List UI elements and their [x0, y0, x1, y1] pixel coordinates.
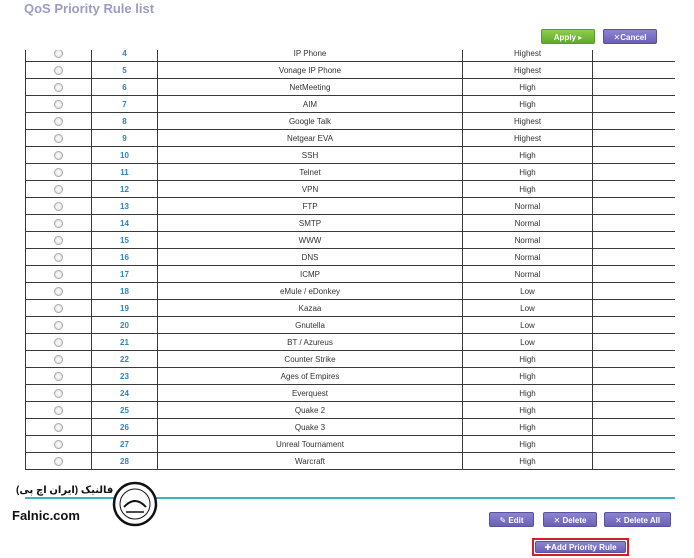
rule-select-cell[interactable]	[26, 368, 92, 385]
rule-select-cell[interactable]	[26, 300, 92, 317]
rule-priority: High	[463, 385, 593, 402]
rule-number: 19	[92, 300, 158, 317]
rules-table-body	[26, 50, 676, 470]
table-row[interactable]	[26, 130, 676, 147]
rule-extra-cell	[593, 164, 676, 181]
rule-number: 5	[92, 62, 158, 79]
rule-name: Vonage IP Phone	[158, 62, 463, 79]
rule-priority: Low	[463, 334, 593, 351]
table-row[interactable]	[26, 164, 676, 181]
rule-name: VPN	[158, 181, 463, 198]
rule-select-radio[interactable]	[54, 287, 63, 296]
rule-name: Gnutella	[158, 317, 463, 334]
table-row[interactable]	[26, 317, 676, 334]
rule-priority: High	[463, 96, 593, 113]
rule-priority: Highest	[463, 130, 593, 147]
rule-select-cell[interactable]	[26, 50, 92, 62]
rule-extra-cell	[593, 283, 676, 300]
table-row[interactable]	[26, 402, 676, 419]
watermark-brand-fa: فالنیک (ایران اچ پی)	[16, 485, 114, 496]
rule-select-cell[interactable]	[26, 147, 92, 164]
rule-name: Warcraft	[158, 453, 463, 470]
rule-select-cell[interactable]	[26, 96, 92, 113]
rule-extra-cell	[593, 300, 676, 317]
rule-number: 6	[92, 79, 158, 96]
rule-priority: Low	[463, 300, 593, 317]
rule-priority: High	[463, 164, 593, 181]
rule-name: NetMeeting	[158, 79, 463, 96]
rule-select-cell[interactable]	[26, 249, 92, 266]
rule-select-cell[interactable]	[26, 351, 92, 368]
page-title: QoS Priority Rule list	[24, 1, 155, 16]
rule-extra-cell	[593, 232, 676, 249]
rule-extra-cell	[593, 147, 676, 164]
rule-number: 22	[92, 351, 158, 368]
rule-select-radio[interactable]	[54, 389, 63, 398]
rule-extra-cell	[593, 317, 676, 334]
table-row[interactable]	[26, 96, 676, 113]
rule-priority: High	[463, 419, 593, 436]
rule-number: 9	[92, 130, 158, 147]
table-row[interactable]	[26, 351, 676, 368]
cancel-button[interactable]: ✕Cancel	[603, 29, 657, 44]
rule-name: Netgear EVA	[158, 130, 463, 147]
rule-priority: Normal	[463, 198, 593, 215]
table-row[interactable]	[26, 79, 676, 96]
watermark-seal-icon	[112, 481, 158, 527]
rule-select-cell[interactable]	[26, 385, 92, 402]
table-row[interactable]	[26, 215, 676, 232]
rule-priority: High	[463, 453, 593, 470]
rule-extra-cell	[593, 130, 676, 147]
rule-extra-cell	[593, 198, 676, 215]
rule-select-radio[interactable]	[54, 236, 63, 245]
rule-name: Quake 3	[158, 419, 463, 436]
table-row[interactable]	[26, 453, 676, 470]
rule-priority: Low	[463, 283, 593, 300]
rule-select-cell[interactable]	[26, 232, 92, 249]
rule-select-radio[interactable]	[54, 50, 63, 58]
rule-number: 14	[92, 215, 158, 232]
rule-number: 18	[92, 283, 158, 300]
delete-all-button[interactable]: ✕ Delete All	[604, 512, 671, 527]
rule-select-radio[interactable]	[54, 117, 63, 126]
rule-number: 8	[92, 113, 158, 130]
rule-number: 28	[92, 453, 158, 470]
rule-extra-cell	[593, 249, 676, 266]
rule-extra-cell	[593, 62, 676, 79]
rule-extra-cell	[593, 385, 676, 402]
rule-extra-cell	[593, 79, 676, 96]
rule-select-cell[interactable]	[26, 419, 92, 436]
rule-extra-cell	[593, 50, 676, 62]
rule-name: Quake 2	[158, 402, 463, 419]
rule-priority: Low	[463, 317, 593, 334]
table-row[interactable]	[26, 113, 676, 130]
rule-select-cell[interactable]	[26, 453, 92, 470]
rule-extra-cell	[593, 181, 676, 198]
rule-extra-cell	[593, 215, 676, 232]
rule-number: 10	[92, 147, 158, 164]
rule-name: FTP	[158, 198, 463, 215]
table-row[interactable]	[26, 368, 676, 385]
rule-select-radio[interactable]	[54, 355, 63, 364]
rule-priority: High	[463, 351, 593, 368]
rule-name: ICMP	[158, 266, 463, 283]
rule-select-radio[interactable]	[54, 168, 63, 177]
table-row[interactable]	[26, 385, 676, 402]
rule-priority: High	[463, 181, 593, 198]
rule-name: Telnet	[158, 164, 463, 181]
rule-select-radio[interactable]	[54, 423, 63, 432]
rule-select-radio[interactable]	[54, 83, 63, 92]
rule-priority: High	[463, 402, 593, 419]
rule-select-cell[interactable]	[26, 215, 92, 232]
rule-select-cell[interactable]	[26, 283, 92, 300]
rule-select-radio[interactable]	[54, 66, 63, 75]
rule-select-radio[interactable]	[54, 372, 63, 381]
table-row[interactable]	[26, 181, 676, 198]
rule-select-radio[interactable]	[54, 151, 63, 160]
rule-select-radio[interactable]	[54, 406, 63, 415]
rule-select-cell[interactable]	[26, 79, 92, 96]
rule-select-cell[interactable]	[26, 402, 92, 419]
edit-button[interactable]: ✎ Edit	[489, 512, 534, 527]
rule-priority: Highest	[463, 50, 593, 62]
rule-select-cell[interactable]	[26, 62, 92, 79]
rule-extra-cell	[593, 113, 676, 130]
rule-extra-cell	[593, 334, 676, 351]
add-priority-rule-button[interactable]: ✚Add Priority Rule	[535, 541, 626, 553]
rule-select-cell[interactable]	[26, 164, 92, 181]
rule-number: 16	[92, 249, 158, 266]
rule-name: DNS	[158, 249, 463, 266]
rule-number: 4	[92, 50, 158, 62]
rule-priority: Highest	[463, 113, 593, 130]
rule-name: Counter Strike	[158, 351, 463, 368]
rule-name: Everquest	[158, 385, 463, 402]
rule-extra-cell	[593, 96, 676, 113]
rule-name: AIM	[158, 96, 463, 113]
rule-select-radio[interactable]	[54, 270, 63, 279]
table-row[interactable]	[26, 300, 676, 317]
rule-extra-cell	[593, 351, 676, 368]
rule-number: 21	[92, 334, 158, 351]
rule-select-cell[interactable]	[26, 130, 92, 147]
rule-priority: High	[463, 368, 593, 385]
table-row[interactable]	[26, 266, 676, 283]
rule-priority: High	[463, 436, 593, 453]
rule-select-radio[interactable]	[54, 440, 63, 449]
rule-select-cell[interactable]	[26, 113, 92, 130]
rules-table-container[interactable]	[25, 50, 675, 496]
rule-number: 24	[92, 385, 158, 402]
table-row[interactable]	[26, 283, 676, 300]
rule-extra-cell	[593, 419, 676, 436]
rule-select-radio[interactable]	[54, 134, 63, 143]
rule-priority: Normal	[463, 249, 593, 266]
rule-priority: Normal	[463, 266, 593, 283]
watermark	[4, 481, 164, 531]
rule-number: 26	[92, 419, 158, 436]
rule-priority: High	[463, 147, 593, 164]
rule-select-cell[interactable]	[26, 334, 92, 351]
rule-name: IP Phone	[158, 50, 463, 62]
rule-number: 12	[92, 181, 158, 198]
rule-select-cell[interactable]	[26, 436, 92, 453]
rule-select-cell[interactable]	[26, 181, 92, 198]
table-row[interactable]	[26, 147, 676, 164]
rule-extra-cell	[593, 436, 676, 453]
table-row[interactable]	[26, 50, 676, 62]
rule-extra-cell	[593, 402, 676, 419]
rule-select-radio[interactable]	[54, 219, 63, 228]
rule-name: Ages of Empires	[158, 368, 463, 385]
table-row[interactable]	[26, 419, 676, 436]
table-row[interactable]	[26, 232, 676, 249]
rule-extra-cell	[593, 368, 676, 385]
rule-extra-cell	[593, 453, 676, 470]
rule-name: Google Talk	[158, 113, 463, 130]
rule-number: 13	[92, 198, 158, 215]
rule-number: 20	[92, 317, 158, 334]
qos-rules-table	[25, 50, 675, 470]
rule-number: 7	[92, 96, 158, 113]
rule-select-radio[interactable]	[54, 338, 63, 347]
rule-name: BT / Azureus	[158, 334, 463, 351]
rule-select-radio[interactable]	[54, 253, 63, 262]
watermark-brand-en: Falnic.com	[12, 508, 80, 523]
rule-select-radio[interactable]	[54, 202, 63, 211]
rule-number: 11	[92, 164, 158, 181]
rule-select-cell[interactable]	[26, 198, 92, 215]
table-row[interactable]	[26, 334, 676, 351]
rule-priority: Normal	[463, 232, 593, 249]
rule-select-radio[interactable]	[54, 100, 63, 109]
rule-name: eMule / eDonkey	[158, 283, 463, 300]
rule-select-cell[interactable]	[26, 266, 92, 283]
rule-number: 27	[92, 436, 158, 453]
table-row[interactable]	[26, 249, 676, 266]
rule-select-radio[interactable]	[54, 185, 63, 194]
rule-number: 25	[92, 402, 158, 419]
rule-name: SSH	[158, 147, 463, 164]
rule-select-radio[interactable]	[54, 457, 63, 466]
table-row[interactable]	[26, 62, 676, 79]
apply-button[interactable]: Apply ▸	[541, 29, 595, 44]
rule-select-cell[interactable]	[26, 317, 92, 334]
rule-priority: Highest	[463, 62, 593, 79]
rule-name: WWW	[158, 232, 463, 249]
table-row[interactable]	[26, 436, 676, 453]
rule-select-radio[interactable]	[54, 304, 63, 313]
rule-name: Unreal Tournament	[158, 436, 463, 453]
rule-number: 17	[92, 266, 158, 283]
rule-name: SMTP	[158, 215, 463, 232]
rule-select-radio[interactable]	[54, 321, 63, 330]
rule-priority: Normal	[463, 215, 593, 232]
rule-number: 15	[92, 232, 158, 249]
add-priority-rule-highlight	[532, 538, 629, 556]
rule-priority: High	[463, 79, 593, 96]
rule-number: 23	[92, 368, 158, 385]
delete-button[interactable]: ✕ Delete	[543, 512, 597, 527]
rule-extra-cell	[593, 266, 676, 283]
rule-name: Kazaa	[158, 300, 463, 317]
table-row[interactable]	[26, 198, 676, 215]
